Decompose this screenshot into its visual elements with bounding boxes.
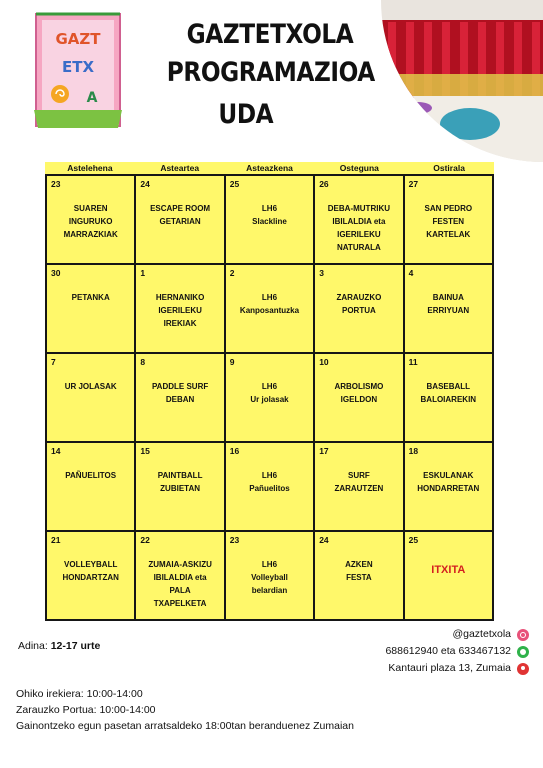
age-info — [18, 640, 100, 652]
activity-line: INGURUKO — [68, 217, 113, 226]
calendar-day-cell — [315, 354, 402, 441]
calendar-day-cell — [47, 532, 134, 619]
activity-line: Slackline — [252, 217, 287, 226]
activity-text — [408, 469, 489, 495]
activity-line: Kanposantuzka — [239, 306, 300, 315]
activity-line: MARRAZKIAK — [63, 230, 118, 239]
calendar-grid — [45, 174, 494, 621]
activity-line: NATURALA — [336, 243, 381, 252]
calendar-day-cell — [136, 532, 223, 619]
calendar-day-cell — [47, 176, 134, 263]
whatsapp-icon — [517, 646, 529, 658]
title-line-1: GAZTETXOLA — [186, 19, 354, 50]
calendar-day-cell — [47, 443, 134, 530]
activity-line: HONDARRETAN — [417, 484, 480, 493]
activity-line: VOLLEYBALL — [64, 560, 118, 569]
activity-text — [50, 469, 131, 482]
day-number: 8 — [140, 357, 146, 367]
activity-line: SAN PEDRO — [424, 204, 473, 213]
activity-line: ARBOLISMO — [334, 382, 384, 391]
activity-text — [408, 202, 489, 241]
program-title — [167, 16, 373, 134]
activity-text — [139, 558, 220, 610]
activity-line: PORTUA — [342, 306, 376, 315]
opening-hours — [16, 686, 354, 734]
corner-photo — [378, 0, 543, 162]
activity-line: LH6 — [261, 471, 278, 480]
weekday-label: Ostirala — [433, 163, 465, 173]
calendar-day-cell — [405, 265, 492, 352]
weekday-label: Osteguna — [339, 163, 379, 173]
activity-line: Pañuelitos — [249, 484, 290, 493]
activity-line: ZARAUZKO — [336, 293, 382, 302]
calendar-day-cell — [136, 354, 223, 441]
activity-line: DEBA-MUTRIKU — [327, 204, 390, 213]
activity-line: BAINUA — [432, 293, 464, 302]
day-number: 24 — [140, 179, 150, 189]
day-number: 23 — [51, 179, 61, 189]
address: Kantauri plaza 13, Zumaia — [388, 662, 511, 674]
calendar-day-cell — [315, 532, 402, 619]
activity-line: TXAPELKETA — [153, 599, 207, 608]
activity-text — [139, 291, 220, 330]
day-number: 10 — [319, 357, 329, 367]
activity-line: BASEBALL — [426, 382, 471, 391]
phone-numbers: 688612940 eta 633467132 — [385, 645, 511, 657]
day-number: 25 — [229, 179, 240, 189]
activity-line: KARTELAK — [426, 230, 471, 239]
calendar-day-cell — [136, 176, 223, 263]
day-number: 3 — [319, 268, 324, 278]
weekday-header — [45, 162, 494, 174]
calendar-day-cell — [226, 265, 313, 352]
day-number: 1 — [140, 268, 146, 278]
calendar-day-cell — [47, 265, 134, 352]
activity-text — [408, 291, 489, 317]
activity-line: PETANKA — [71, 293, 110, 302]
location-pin-icon — [517, 663, 529, 675]
activity-line: LH6 — [261, 560, 278, 569]
day-number: 21 — [51, 535, 61, 545]
activity-line: IBILALDIA eta — [332, 217, 386, 226]
day-number: 25 — [408, 535, 419, 545]
day-number: 14 — [51, 446, 61, 456]
activity-line: UR JOLASAK — [64, 382, 117, 391]
calendar-day-cell — [226, 532, 313, 619]
calendar-day-cell — [47, 354, 134, 441]
calendar-day-cell — [405, 443, 492, 530]
weekday-label: Astelehena — [67, 163, 113, 173]
closed-label — [408, 564, 489, 577]
activity-line: belardian — [251, 586, 288, 595]
activity-line: LH6 — [261, 293, 278, 302]
svg-text:ETX: ETX — [61, 58, 95, 76]
activity-line: PAÑUELITOS — [65, 471, 117, 480]
activity-text — [139, 469, 220, 495]
calendar-day-cell — [405, 532, 492, 619]
activity-line: IGERILEKU — [158, 306, 202, 315]
activity-line: ERRIYUAN — [427, 306, 470, 315]
activity-text — [318, 291, 399, 317]
calendar-day-cell — [315, 265, 402, 352]
day-number: 16 — [229, 446, 240, 456]
activity-line: IGELDON — [340, 395, 378, 404]
calendar-day-cell — [405, 354, 492, 441]
day-number: 2 — [229, 268, 235, 278]
activity-text — [50, 291, 131, 304]
day-number: 26 — [319, 179, 329, 189]
activity-text — [229, 469, 310, 495]
day-number: 9 — [229, 357, 235, 367]
calendar-day-cell — [136, 443, 223, 530]
instagram-row — [385, 626, 529, 643]
activity-text — [229, 380, 310, 406]
hours-line: Ohiko irekiera: 10:00-14:00 — [16, 688, 143, 700]
activity-line: Ur jolasak — [250, 395, 289, 404]
activity-text — [229, 291, 310, 317]
activity-line: SUAREN — [73, 204, 108, 213]
activity-line: FESTA — [346, 573, 372, 582]
activity-line: ZARAUTZEN — [334, 484, 384, 493]
activity-line: PADDLE SURF — [151, 382, 209, 391]
activity-line: IGERILEKU — [337, 230, 381, 239]
day-number: 11 — [408, 357, 418, 367]
activity-text — [50, 558, 131, 584]
activity-line: PAINTBALL — [157, 471, 203, 480]
day-number: 4 — [408, 268, 414, 278]
activity-line: ZUMAIA-ASKIZU — [148, 560, 212, 569]
calendar-day-cell — [226, 354, 313, 441]
activity-line: IREKIAK — [163, 319, 197, 328]
activity-line: HONDARTZAN — [62, 573, 119, 582]
activity-line: ZUBIETAN — [160, 484, 201, 493]
activity-line: ESCAPE ROOM — [150, 204, 211, 213]
day-number: 15 — [140, 446, 150, 456]
activity-text — [318, 380, 399, 406]
activity-line: LH6 — [261, 204, 278, 213]
hours-line: Zarauzko Portua: 10:00-14:00 — [16, 704, 156, 716]
svg-text:A: A — [86, 90, 98, 106]
activity-line: HERNANIKO — [155, 293, 205, 302]
activity-text — [229, 558, 310, 597]
gaztetxola-logo — [30, 10, 126, 134]
day-number: 18 — [408, 446, 419, 456]
activity-text — [50, 380, 131, 393]
instagram-icon — [517, 629, 529, 641]
weekday-label: Asteartea — [160, 163, 200, 173]
activity-text — [318, 202, 399, 254]
activity-text — [139, 380, 220, 406]
calendar-day-cell — [315, 443, 402, 530]
activity-text — [318, 469, 399, 495]
day-number: 17 — [319, 446, 329, 456]
activity-line: ITXITA — [431, 564, 466, 576]
day-number: 24 — [319, 535, 329, 545]
hours-line: Gainontzeko egun pasetan arratsaldeko 18:00tan beranduenez Zumaian — [16, 720, 354, 732]
title-line-3: UDA — [218, 99, 274, 130]
activity-line: DEBAN — [165, 395, 195, 404]
day-number: 27 — [408, 179, 419, 189]
phone-row — [385, 643, 529, 660]
activity-text — [139, 202, 220, 228]
weekday-label: Asteazkena — [246, 163, 293, 173]
activity-text — [50, 202, 131, 241]
day-number: 30 — [51, 268, 61, 278]
day-number: 22 — [140, 535, 150, 545]
activity-line: Volleyball — [251, 573, 288, 582]
activity-text — [318, 558, 399, 584]
contact-info — [385, 626, 529, 677]
activity-text — [229, 202, 310, 228]
calendar-day-cell — [226, 443, 313, 530]
activity-line: GETARIAN — [159, 217, 201, 226]
activity-line: FESTEN — [432, 217, 465, 226]
address-row — [385, 660, 529, 677]
activity-line: BALOIAREKIN — [420, 395, 477, 404]
svg-text:GAZT: GAZT — [55, 30, 101, 48]
age-label: Adina: — [18, 640, 48, 652]
instagram-handle: @gaztetxola — [452, 628, 511, 640]
calendar-day-cell — [136, 265, 223, 352]
calendar-day-cell — [405, 176, 492, 263]
calendar — [45, 162, 494, 621]
activity-line: ESKULANAK — [423, 471, 474, 480]
activity-line: PALA — [169, 586, 191, 595]
activity-line: LH6 — [261, 382, 278, 391]
activity-line: SURF — [348, 471, 370, 480]
day-number: 23 — [229, 535, 240, 545]
age-value: 12-17 urte — [50, 640, 101, 652]
calendar-day-cell — [226, 176, 313, 263]
activity-text — [408, 380, 489, 406]
day-number: 7 — [51, 357, 56, 367]
activity-line: AZKEN — [345, 560, 373, 569]
calendar-day-cell — [315, 176, 402, 263]
activity-line: IBILALDIA eta — [153, 573, 207, 582]
title-line-2: PROGRAMAZIOA — [166, 57, 375, 88]
